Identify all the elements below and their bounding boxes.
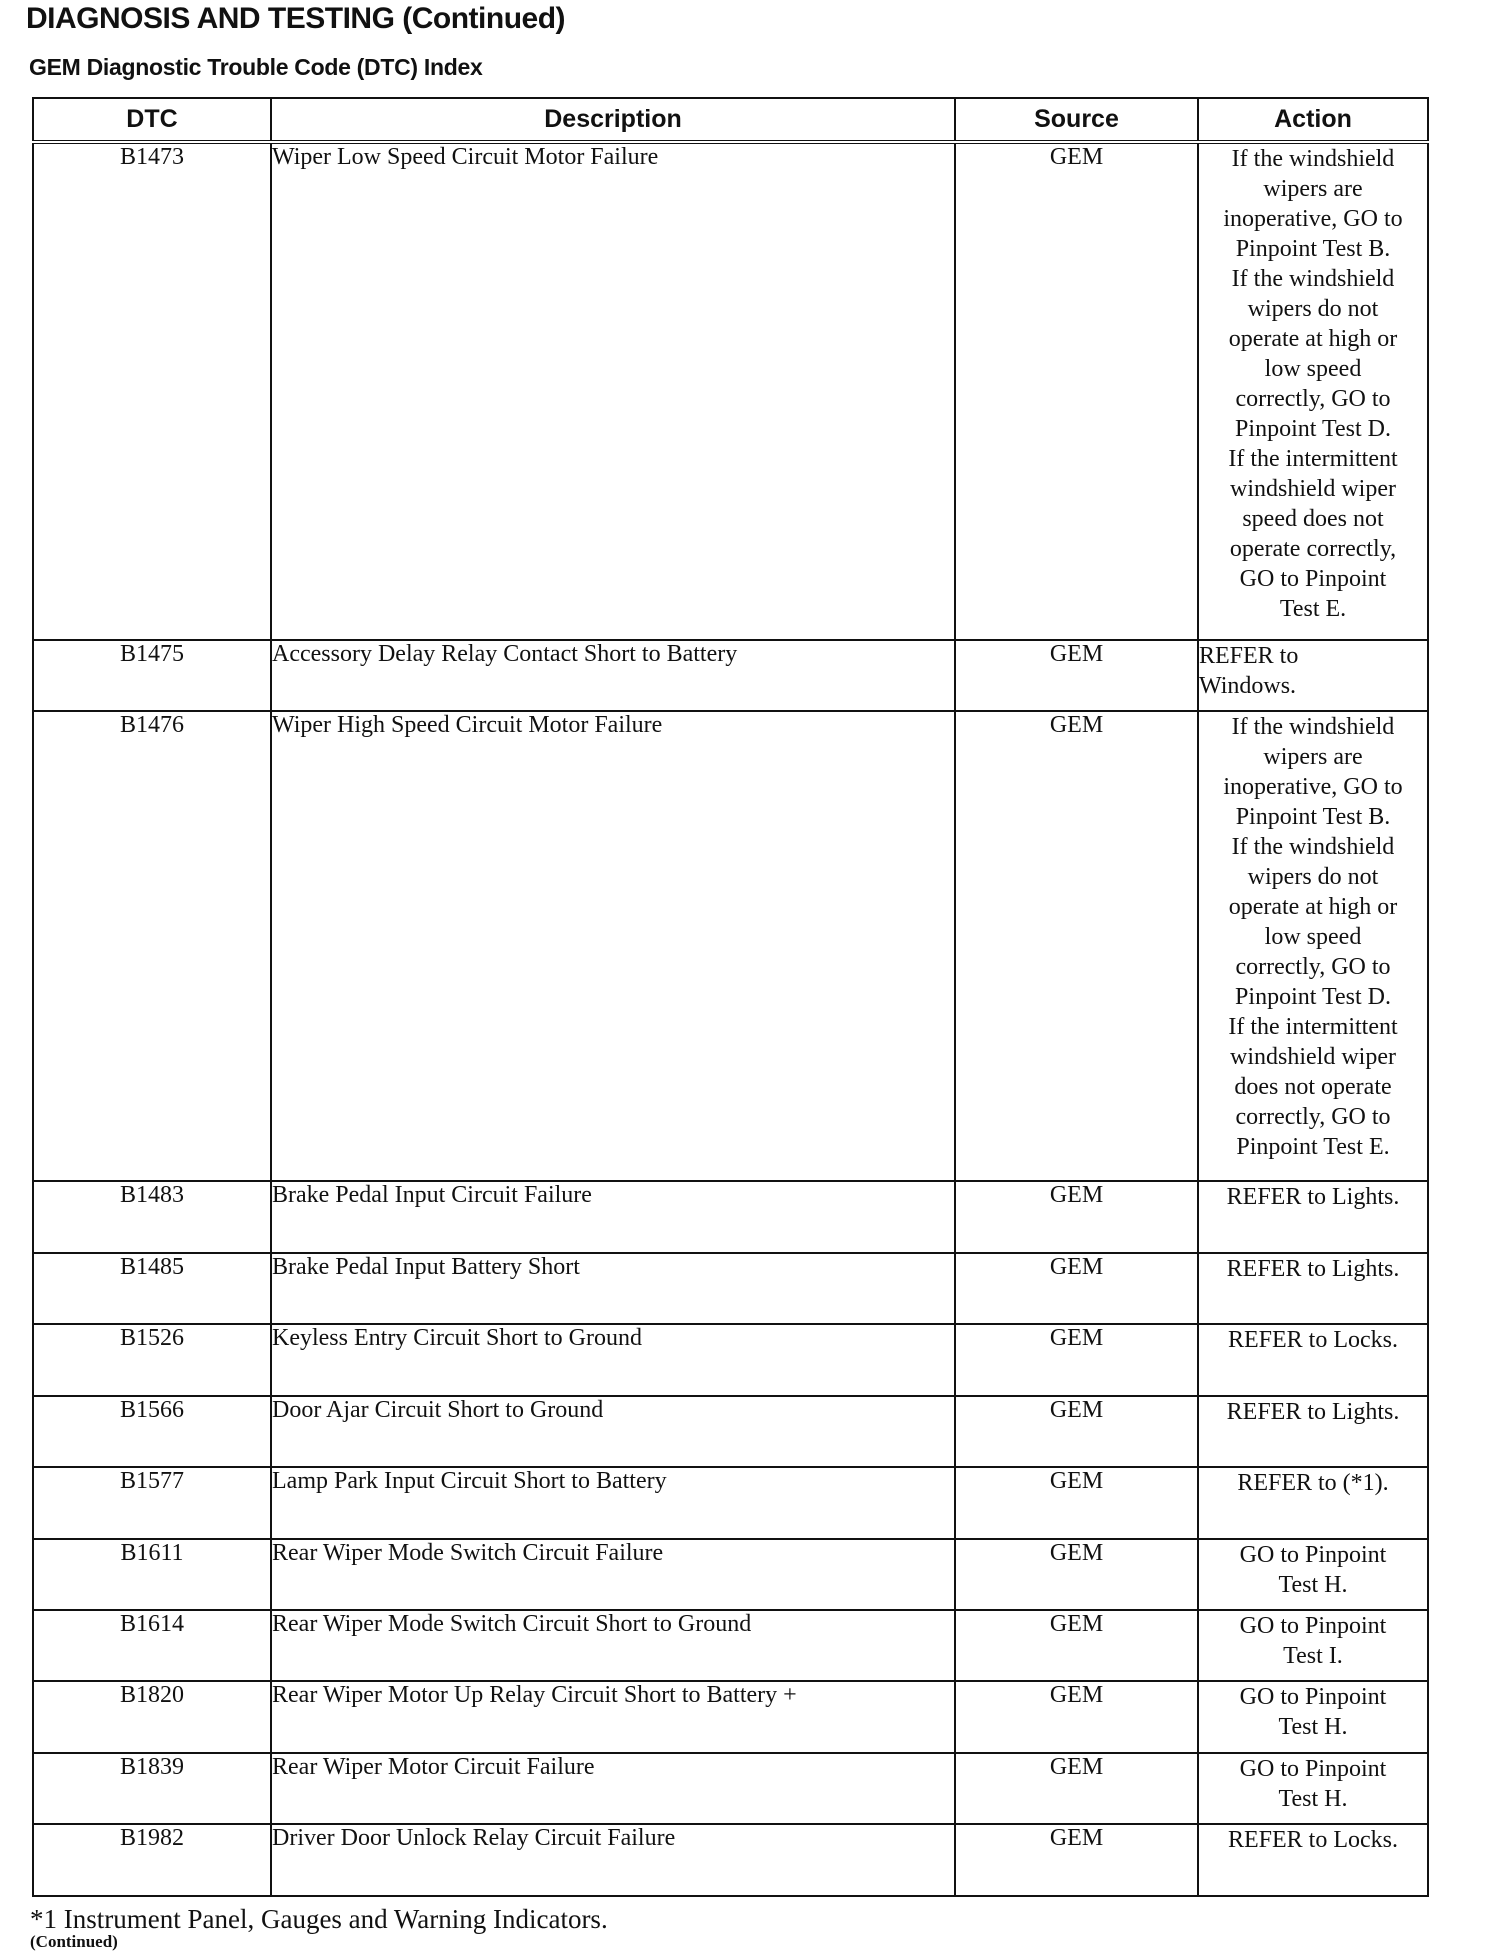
action-line: correctly, GO to bbox=[1235, 1104, 1391, 1130]
action-line: operate at high or bbox=[1228, 894, 1398, 920]
table-row bbox=[33, 1324, 1428, 1396]
continued-label: (Continued) bbox=[30, 1932, 118, 1951]
action-line: low speed bbox=[1264, 924, 1362, 950]
action-line: Windows. bbox=[1199, 673, 1297, 699]
action-line: REFER to (*1). bbox=[1237, 1470, 1389, 1496]
dtc-action bbox=[1198, 1753, 1428, 1824]
action-line: Pinpoint Test E. bbox=[1236, 1134, 1390, 1160]
dtc-description: Door Ajar Circuit Short to Ground bbox=[271, 1396, 955, 1467]
action-line: REFER to bbox=[1199, 643, 1299, 669]
dtc-source: GEM bbox=[955, 1681, 1198, 1753]
page-title: DIAGNOSIS AND TESTING (Continued) bbox=[26, 2, 566, 35]
action-line: REFER to Locks. bbox=[1227, 1827, 1398, 1853]
dtc-action bbox=[1198, 1324, 1428, 1396]
action-line: GO to Pinpoint bbox=[1239, 1756, 1387, 1782]
action-line: If the windshield bbox=[1231, 714, 1395, 740]
action-line: inoperative, GO to bbox=[1223, 206, 1403, 232]
action-line: low speed bbox=[1264, 356, 1362, 382]
action-line: Test H. bbox=[1278, 1714, 1348, 1740]
dtc-source: GEM bbox=[955, 1753, 1198, 1824]
table-header-row bbox=[33, 98, 1428, 142]
action-line: wipers do not bbox=[1247, 296, 1379, 322]
action-line: operate correctly, bbox=[1229, 536, 1397, 562]
dtc-action bbox=[1198, 1539, 1428, 1610]
dtc-code: B1982 bbox=[33, 1824, 271, 1896]
action-line: If the intermittent bbox=[1228, 1014, 1398, 1040]
action-line: GO to Pinpoint bbox=[1239, 566, 1387, 592]
dtc-action bbox=[1198, 1610, 1428, 1681]
table-row bbox=[33, 640, 1428, 711]
dtc-description: Wiper Low Speed Circuit Motor Failure bbox=[271, 142, 955, 640]
dtc-action bbox=[1198, 1396, 1428, 1467]
action-line: Pinpoint Test B. bbox=[1235, 236, 1391, 262]
table-title: GEM Diagnostic Trouble Code (DTC) Index bbox=[29, 54, 483, 80]
column-header-source: Source bbox=[955, 98, 1198, 142]
table-row bbox=[33, 1681, 1428, 1753]
dtc-code: B1577 bbox=[33, 1467, 271, 1539]
action-line: If the intermittent bbox=[1228, 446, 1398, 472]
dtc-code: B1566 bbox=[33, 1396, 271, 1467]
dtc-source: GEM bbox=[955, 640, 1198, 711]
action-line: windshield wiper bbox=[1230, 476, 1396, 502]
dtc-code: B1476 bbox=[33, 711, 271, 1181]
dtc-code: B1526 bbox=[33, 1324, 271, 1396]
dtc-source: GEM bbox=[955, 1467, 1198, 1539]
footnote: *1 Instrument Panel, Gauges and Warning Indicators. bbox=[30, 1904, 608, 1934]
column-header-dtc: DTC bbox=[33, 98, 271, 142]
action-line: operate at high or bbox=[1228, 326, 1398, 352]
dtc-action bbox=[1198, 1253, 1428, 1324]
table-row bbox=[33, 711, 1428, 1181]
action-line: REFER to Lights. bbox=[1226, 1184, 1400, 1210]
dtc-index-table bbox=[32, 97, 1429, 1897]
dtc-code: B1839 bbox=[33, 1753, 271, 1824]
dtc-source: GEM bbox=[955, 1396, 1198, 1467]
dtc-source: GEM bbox=[955, 1181, 1198, 1253]
dtc-action bbox=[1198, 1681, 1428, 1753]
dtc-code: B1611 bbox=[33, 1539, 271, 1610]
table-row bbox=[33, 1753, 1428, 1824]
dtc-description: Rear Wiper Mode Switch Circuit Short to Ground bbox=[271, 1610, 955, 1681]
action-line: Pinpoint Test B. bbox=[1235, 804, 1391, 830]
dtc-action bbox=[1198, 711, 1428, 1181]
action-line: wipers are bbox=[1263, 744, 1363, 770]
dtc-description: Accessory Delay Relay Contact Short to Battery bbox=[271, 640, 955, 711]
dtc-source: GEM bbox=[955, 1253, 1198, 1324]
dtc-source: GEM bbox=[955, 711, 1198, 1181]
action-line: REFER to Locks. bbox=[1227, 1327, 1398, 1353]
table-row bbox=[33, 1610, 1428, 1681]
column-header-action: Action bbox=[1198, 98, 1428, 142]
dtc-source: GEM bbox=[955, 1610, 1198, 1681]
dtc-action bbox=[1198, 1824, 1428, 1896]
action-line: windshield wiper bbox=[1230, 1044, 1396, 1070]
dtc-code: B1483 bbox=[33, 1181, 271, 1253]
table-row bbox=[33, 142, 1428, 640]
dtc-description: Rear Wiper Mode Switch Circuit Failure bbox=[271, 1539, 955, 1610]
action-line: wipers are bbox=[1263, 176, 1363, 202]
dtc-code: B1473 bbox=[33, 142, 271, 640]
table-row bbox=[33, 1539, 1428, 1610]
dtc-action bbox=[1198, 1181, 1428, 1253]
action-line: correctly, GO to bbox=[1235, 954, 1391, 980]
action-line: If the windshield bbox=[1231, 146, 1395, 172]
action-line: inoperative, GO to bbox=[1223, 774, 1403, 800]
action-line: REFER to Lights. bbox=[1226, 1399, 1400, 1425]
dtc-description: Keyless Entry Circuit Short to Ground bbox=[271, 1324, 955, 1396]
table-row bbox=[33, 1396, 1428, 1467]
action-line: Pinpoint Test D. bbox=[1235, 984, 1391, 1010]
dtc-action bbox=[1198, 1467, 1428, 1539]
dtc-source: GEM bbox=[955, 142, 1198, 640]
dtc-description: Driver Door Unlock Relay Circuit Failure bbox=[271, 1824, 955, 1896]
action-line: correctly, GO to bbox=[1235, 386, 1391, 412]
table-row bbox=[33, 1467, 1428, 1539]
dtc-description: Rear Wiper Motor Circuit Failure bbox=[271, 1753, 955, 1824]
dtc-description: Wiper High Speed Circuit Motor Failure bbox=[271, 711, 955, 1181]
action-line: speed does not bbox=[1242, 506, 1384, 532]
action-line: GO to Pinpoint bbox=[1239, 1684, 1387, 1710]
action-line: If the windshield bbox=[1231, 266, 1395, 292]
dtc-source: GEM bbox=[955, 1539, 1198, 1610]
action-line: GO to Pinpoint bbox=[1239, 1613, 1387, 1639]
dtc-code: B1820 bbox=[33, 1681, 271, 1753]
action-line: Test I. bbox=[1283, 1643, 1343, 1669]
action-line: GO to Pinpoint bbox=[1239, 1542, 1387, 1568]
dtc-code: B1475 bbox=[33, 640, 271, 711]
column-header-description: Description bbox=[271, 98, 955, 142]
action-line: Test H. bbox=[1278, 1572, 1348, 1598]
table-row bbox=[33, 1253, 1428, 1324]
dtc-source: GEM bbox=[955, 1324, 1198, 1396]
action-line: REFER to Lights. bbox=[1226, 1256, 1400, 1282]
table-row bbox=[33, 1181, 1428, 1253]
action-line: Test E. bbox=[1279, 596, 1347, 622]
action-line: wipers do not bbox=[1247, 864, 1379, 890]
action-line: Pinpoint Test D. bbox=[1235, 416, 1391, 442]
action-line: does not operate bbox=[1234, 1074, 1392, 1100]
dtc-source: GEM bbox=[955, 1824, 1198, 1896]
dtc-code: B1614 bbox=[33, 1610, 271, 1681]
dtc-description: Brake Pedal Input Circuit Failure bbox=[271, 1181, 955, 1253]
dtc-description: Rear Wiper Motor Up Relay Circuit Short to Battery + bbox=[271, 1681, 955, 1753]
action-line: Test H. bbox=[1278, 1786, 1348, 1812]
table-row bbox=[33, 1824, 1428, 1896]
dtc-code: B1485 bbox=[33, 1253, 271, 1324]
dtc-description: Lamp Park Input Circuit Short to Battery bbox=[271, 1467, 955, 1539]
dtc-action bbox=[1198, 142, 1428, 640]
dtc-action bbox=[1198, 640, 1428, 711]
dtc-description: Brake Pedal Input Battery Short bbox=[271, 1253, 955, 1324]
action-line: If the windshield bbox=[1231, 834, 1395, 860]
